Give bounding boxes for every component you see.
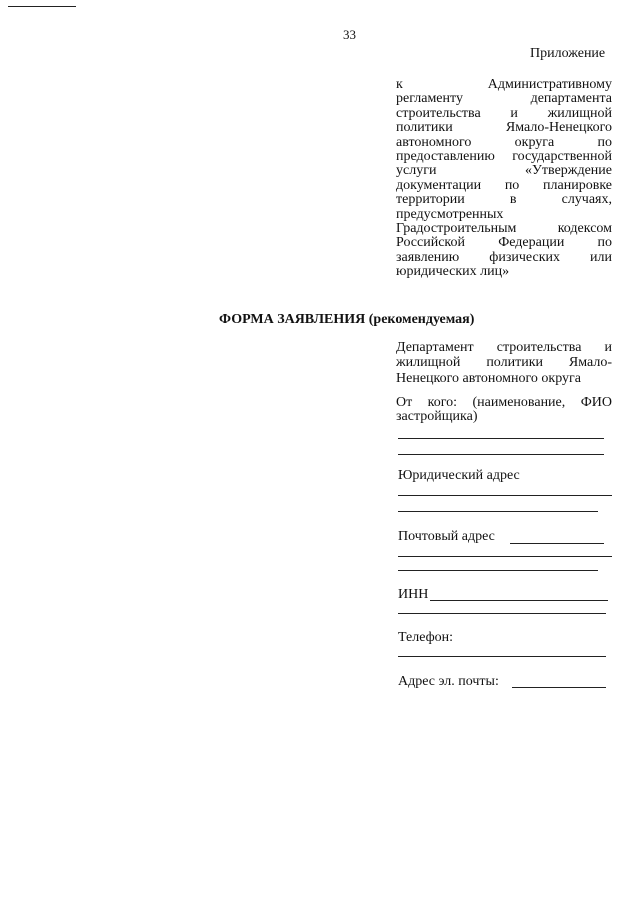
regulation-line: территории в случаях,	[396, 192, 612, 208]
top-rule	[8, 6, 76, 7]
department-line: Департамент строительства и	[396, 340, 612, 355]
regulation-line: юридических лиц»	[396, 264, 510, 280]
postal-address-label: Почтовый адрес	[398, 529, 495, 544]
addressee-department	[396, 340, 612, 386]
regulation-line: предоставлению государственной	[396, 149, 612, 165]
postal-address-input-line-1[interactable]	[398, 556, 612, 557]
regulation-line: строительства и жилищной	[396, 105, 612, 121]
legal-address-input-line-1[interactable]	[398, 495, 612, 496]
postal-address-input-line-2[interactable]	[398, 570, 598, 571]
email-label: Адрес эл. почты:	[398, 674, 499, 689]
inn-label: ИНН	[398, 587, 429, 602]
from-input-line-2[interactable]	[398, 454, 604, 455]
regulation-line: регламенту департамента	[396, 91, 612, 107]
inn-input-line-2[interactable]	[398, 613, 606, 614]
department-line: жилищной политики Ямало-	[396, 355, 612, 371]
from-label-line2: застройщика)	[396, 409, 478, 425]
regulation-reference	[396, 78, 612, 280]
regulation-line: Российской Федерации по	[396, 235, 612, 251]
department-line: Ненецкого автономного округа	[396, 370, 581, 386]
regulation-line: заявлению физических или	[396, 249, 612, 265]
appendix-label: Приложение	[530, 46, 606, 61]
regulation-line: услуги «Утверждение	[396, 163, 612, 179]
email-input-inline[interactable]	[512, 687, 606, 688]
from-label	[396, 396, 612, 425]
regulation-line: Градостроительным кодексом	[396, 221, 612, 237]
legal-address-input-line-2[interactable]	[398, 511, 598, 512]
from-label-line1: От кого: (наименование, ФИО	[396, 395, 612, 410]
page-number: 33	[343, 27, 356, 42]
regulation-line: к Административному	[396, 77, 612, 92]
phone-input-line[interactable]	[398, 656, 606, 657]
from-input-line-1[interactable]	[398, 438, 604, 439]
postal-address-input-inline[interactable]	[510, 543, 604, 544]
inn-input-inline[interactable]	[430, 600, 608, 601]
phone-label: Телефон:	[398, 630, 454, 645]
regulation-line: предусмотренных	[396, 206, 504, 222]
regulation-line: политики Ямало-Ненецкого	[396, 120, 612, 136]
legal-address-label: Юридический адрес	[398, 468, 520, 483]
regulation-line: документации по планировке	[396, 177, 612, 193]
form-title: ФОРМА ЗАЯВЛЕНИЯ (рекомендуемая)	[219, 312, 475, 327]
regulation-line: автономного округа по	[396, 134, 612, 150]
